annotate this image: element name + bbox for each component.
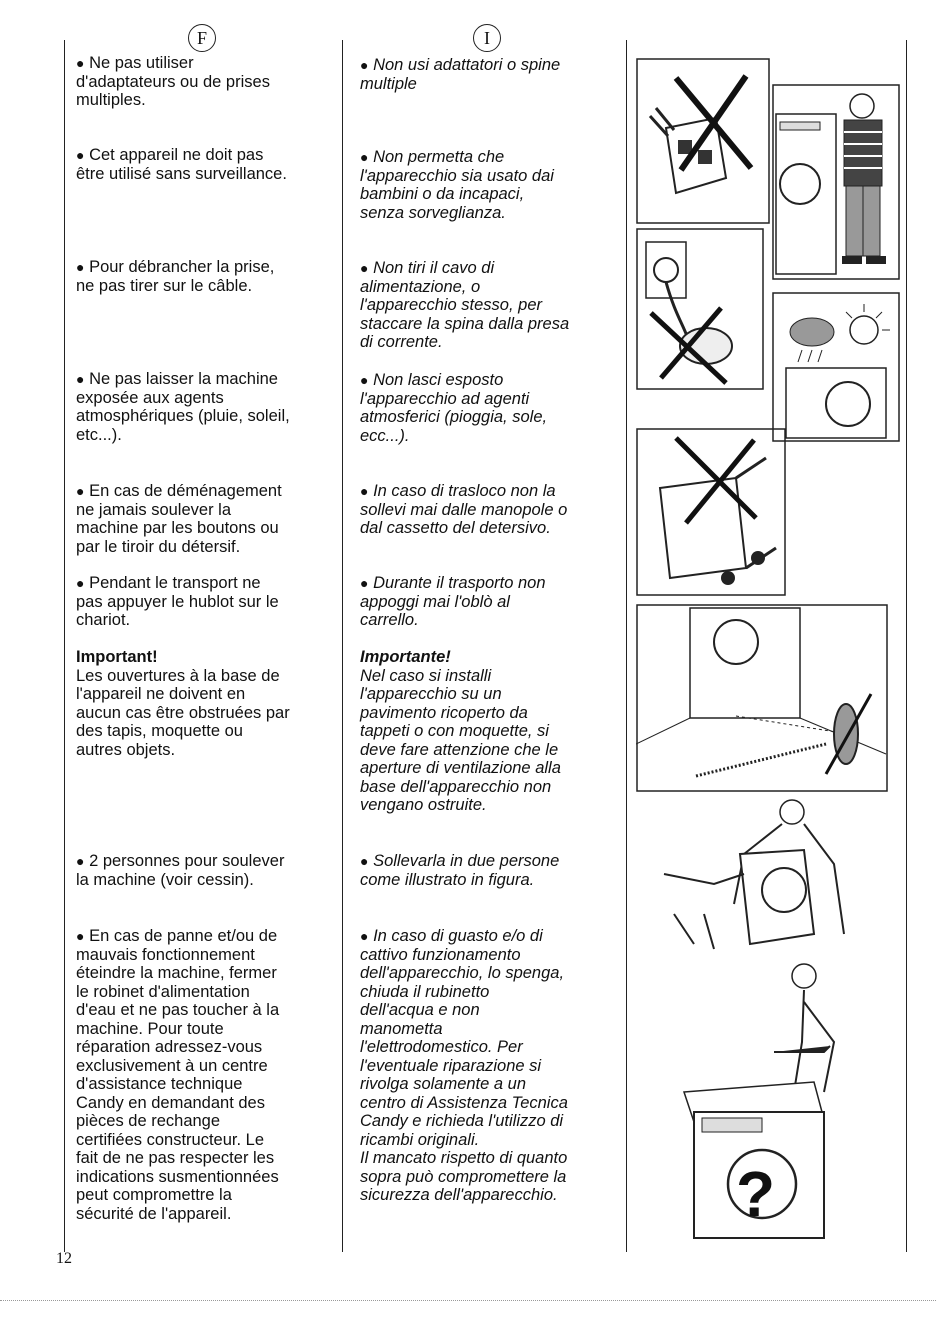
illustration-no-pull-cable [636, 228, 764, 390]
illustration-ventilation [636, 604, 888, 792]
weather-icon [772, 292, 900, 442]
fr-item-1: ● Ne pas utiliser d'adaptateurs ou de prises multiples. [76, 54, 270, 109]
column-rule-far-right [906, 40, 907, 1252]
illustration-child-machine [772, 84, 900, 280]
bullet-icon: ● [76, 259, 85, 275]
fr-important-text: Les ouvertures à la base de l'appareil ne doivent en aucun cas être obstruées par des tapis, moquette ou autres objets. [76, 666, 290, 759]
it-item-1: ● Non usi adattatori o spine multiple [360, 56, 561, 93]
fr-item-6: ● Pendant le transport ne pas appuyer le hublot sur le chariot. [76, 574, 279, 629]
bullet-icon: ● [360, 483, 369, 499]
illustration-two-person-lift [654, 794, 854, 958]
trolley-icon [636, 428, 786, 596]
adapter-icon [636, 58, 770, 224]
lang-badge-it: I [473, 24, 501, 52]
it-item-3: ● Non tiri il cavo di alimentazione, o l'apparecchio stesso, per staccare la spina dalla presa di corrente. [360, 259, 570, 351]
plug-icon [636, 228, 764, 390]
lang-badge-fr: F [188, 24, 216, 52]
fr-item-4: ● Ne pas laisser la machine exposée aux agents atmosphériques (pluie, soleil, etc...). [76, 370, 290, 444]
bullet-icon: ● [76, 371, 85, 387]
illustration-no-adapter [636, 58, 770, 224]
it-item-6: ● Durante il trasporto non appoggi mai l'oblò al carrello. [360, 574, 546, 629]
lifting-icon [654, 794, 854, 958]
washing-machine-icon [772, 84, 900, 280]
bullet-icon: ● [360, 372, 369, 388]
bullet-icon: ● [76, 575, 85, 591]
fr-item-7: ● 2 personnes pour soulever la machine (voir cessin). [76, 852, 285, 889]
it-important-text: Nel caso si installi l'apparecchio su un pavimento ricoperto da tappeti o con moquette, si deve fare attenzione che le aperture di ventilazione alla base dell'apparecchio non vengano ostruite. [360, 666, 561, 814]
it-item-8: ● In caso di guasto e/o di cattivo funzionamento dell'apparecchio, lo spenga, chiuda il rubinetto dell'acqua e non manometta l'elettrodomestico. Per l'eventuale riparazione si rivolga solamente a un centro di Assistenza Tecnica Candy e richieda l'utilizzo di ricambi originali. Il mancato rispetto di quanto sopra può compromettere la sicurezza dell'apparecchio. [360, 927, 568, 1204]
bullet-icon: ● [76, 928, 85, 944]
column-rule-right [626, 40, 627, 1252]
bullet-icon: ● [76, 55, 85, 71]
bullet-icon: ● [360, 57, 369, 73]
fr-important-title: Important! [76, 648, 158, 666]
column-rule-left [64, 40, 65, 1252]
illustration-no-lift-drawer [636, 428, 786, 596]
it-item-5: ● In caso di trasloco non la sollevi mai dalle manopole o dal cassetto del detersivo. [360, 482, 568, 537]
fr-item-3: ● Pour débrancher la prise, ne pas tirer sur le câble. [76, 258, 275, 295]
fr-item-8: ● En cas de panne et/ou de mauvais fonctionnement éteindre la machine, fermer le robinet d'alimentation d'eau et ne pas toucher à la machine. Pour toute réparation adressez-vous exclusivement à un centre d'assistance technique Candy en demandant des pièces de rechange certifiées constructeur. Le fait de ne pas respecter les indications susmentionnées peut compromettre la sécurité de l'appareil. [76, 927, 280, 1223]
bullet-icon: ● [76, 483, 85, 499]
bullet-icon: ● [360, 853, 369, 869]
question-mark: ? [736, 1158, 776, 1230]
page-number: 12 [56, 1250, 72, 1267]
bullet-icon: ● [76, 147, 85, 163]
it-important [360, 648, 618, 815]
bullet-icon: ● [360, 575, 369, 591]
bullet-icon: ● [360, 149, 369, 165]
fr-important [76, 648, 334, 759]
it-important-title: Importante! [360, 648, 451, 666]
fr-item-5: ● En cas de déménagement ne jamais soulever la machine par les boutons ou par le tiroir du détersif. [76, 482, 282, 556]
bullet-icon: ● [360, 928, 369, 944]
column-rule-middle [342, 40, 343, 1252]
bottom-rule [0, 1300, 936, 1301]
fr-item-2: ● Cet appareil ne doit pas être utilisé sans surveillance. [76, 146, 287, 183]
ventilation-icon [636, 604, 888, 792]
illustration-breakdown [654, 962, 854, 1244]
it-item-4: ● Non lasci esposto l'apparecchio ad agenti atmosferici (pioggia, sole, ecc...). [360, 371, 548, 445]
it-item-2: ● Non permetta che l'apparecchio sia usato dai bambini o da incapaci, senza sorveglianza. [360, 148, 554, 222]
bullet-icon: ● [360, 260, 369, 276]
breakdown-icon [654, 962, 854, 1244]
bullet-icon: ● [76, 853, 85, 869]
it-item-7: ● Sollevarla in due persone come illustrato in figura. [360, 852, 560, 889]
illustration-weather [772, 292, 900, 442]
